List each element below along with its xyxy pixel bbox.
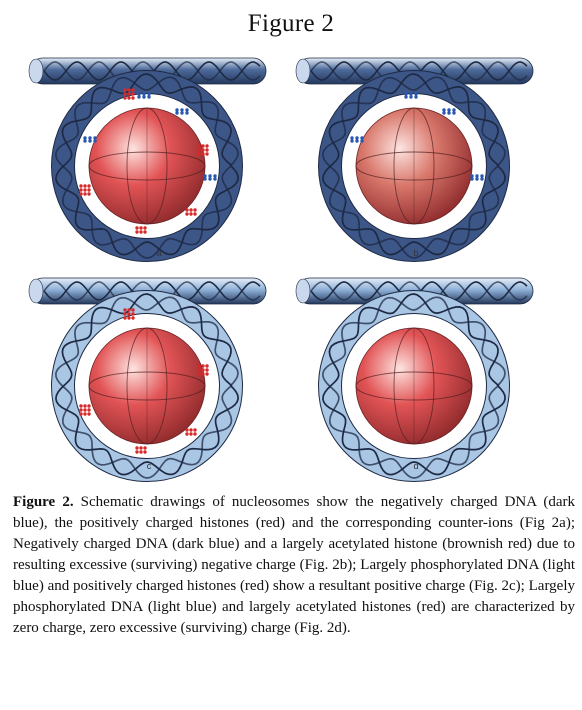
histone-positive-charge: [139, 446, 142, 449]
dna-negative-charge: [142, 95, 145, 98]
dna-negative-charge: [213, 174, 216, 177]
dna-negative-charge: [452, 111, 455, 114]
dna-negative-charge: [447, 108, 450, 111]
caption-lead: Figure 2.: [13, 494, 74, 510]
histone-positive-charge: [123, 96, 126, 99]
histone-positive-charge: [143, 446, 146, 449]
histone-positive-charge: [197, 152, 200, 155]
dna-negative-charge: [180, 111, 183, 114]
dna-negative-charge: [409, 95, 412, 98]
histone-positive-charge: [143, 450, 146, 453]
histone-positive-charge: [201, 148, 204, 151]
histone-positive-charge: [87, 188, 90, 191]
histone-positive-charge: [123, 316, 126, 319]
histone-positive-charge: [205, 372, 208, 375]
dna-negative-charge: [360, 139, 363, 142]
histone-positive-charge: [87, 192, 90, 195]
dna-negative-charge: [83, 136, 86, 139]
histone-positive-charge: [205, 148, 208, 151]
figure-caption: [13, 492, 575, 639]
nucleosome-panel-b: [289, 48, 559, 273]
histone-positive-charge: [201, 372, 204, 375]
histone-positive-charge: [135, 450, 138, 453]
histone-positive-charge: [189, 428, 192, 431]
histone-positive-charge: [83, 412, 86, 415]
histone-positive-charge: [79, 408, 82, 411]
histone-positive-charge: [197, 144, 200, 147]
histone-positive-charge: [205, 152, 208, 155]
panel-label-b: b: [413, 248, 419, 258]
histone-positive-charge: [143, 230, 146, 233]
dna-negative-charge: [470, 174, 473, 177]
dna-negative-charge: [414, 92, 417, 95]
dna-end-cap: [296, 59, 310, 83]
histone-positive-charge: [185, 212, 188, 215]
dna-end-cap: [29, 279, 43, 303]
histone-positive-charge: [131, 96, 134, 99]
histone-positive-charge: [127, 96, 130, 99]
histone-positive-charge: [87, 408, 90, 411]
histone-positive-charge: [197, 148, 200, 151]
histone-positive-charge: [189, 212, 192, 215]
histone-positive-charge: [197, 364, 200, 367]
histone-positive-charge: [83, 192, 86, 195]
dna-negative-charge: [480, 174, 483, 177]
dna-end-cap: [296, 279, 310, 303]
histone-positive-charge: [123, 308, 126, 311]
histone-positive-charge: [197, 368, 200, 371]
dna-negative-charge: [137, 92, 140, 95]
dna-negative-charge: [470, 177, 473, 180]
figure-title: Figure 2: [247, 10, 335, 37]
histone-positive-charge: [79, 184, 82, 187]
histone-positive-charge: [139, 230, 142, 233]
dna-negative-charge: [185, 111, 188, 114]
dna-negative-charge: [350, 136, 353, 139]
dna-negative-charge: [452, 108, 455, 111]
histone-positive-charge: [135, 446, 138, 449]
dna-negative-charge: [83, 139, 86, 142]
dna-negative-charge: [475, 177, 478, 180]
dna-negative-charge: [93, 136, 96, 139]
dna-negative-charge: [208, 174, 211, 177]
histone-positive-charge: [123, 312, 126, 315]
histone-positive-charge: [83, 188, 86, 191]
dna-negative-charge: [355, 139, 358, 142]
caption-text: Schematic drawings of nucleosomes show the negatively charged DNA (dark blue), the positively charged histones (red) and the corresponding counter-ions (Fig 2a); Negatively charged DNA (dark blue) and a largely acetylated histone (brownish red) due to resulting excessive (surviving) negative charge (Fig. 2b); Largely phosphorylated DNA (light blue) and positively charged histones (red) show a resultant positive charge (Fig. 2c); Largely phosphorylated DNA (light blue) and largely acetylated histones (red) are characterized by zero charge, zero excessive (surviving) charge (Fig. 2d).: [13, 494, 576, 636]
dna-negative-charge: [350, 139, 353, 142]
histone-positive-charge: [87, 184, 90, 187]
histone-positive-charge: [127, 308, 130, 311]
histone-positive-charge: [127, 312, 130, 315]
dna-negative-charge: [414, 95, 417, 98]
histone-positive-charge: [185, 432, 188, 435]
histone-positive-charge: [83, 404, 86, 407]
histone-positive-charge: [205, 364, 208, 367]
histone-positive-charge: [79, 412, 82, 415]
nucleosome-diagram-c: [22, 268, 292, 493]
histone-positive-charge: [201, 144, 204, 147]
nucleosome-panel-c: [22, 268, 292, 493]
dna-negative-charge: [355, 136, 358, 139]
nucleosome-panel-a: [22, 48, 292, 273]
dna-negative-charge: [203, 177, 206, 180]
histone-positive-charge: [127, 92, 130, 95]
dna-negative-charge: [208, 177, 211, 180]
histone-positive-charge: [201, 368, 204, 371]
histone-positive-charge: [131, 312, 134, 315]
panel-label-c: c: [146, 461, 152, 471]
dna-negative-charge: [93, 139, 96, 142]
dna-negative-charge: [475, 174, 478, 177]
histone-positive-charge: [87, 412, 90, 415]
histone-positive-charge: [193, 208, 196, 211]
histone-positive-charge: [123, 92, 126, 95]
histone-positive-charge: [131, 308, 134, 311]
nucleosome-diagram-b: [289, 48, 559, 273]
histone-positive-charge: [201, 152, 204, 155]
histone-positive-charge: [205, 144, 208, 147]
panel-label-d: d: [413, 461, 419, 471]
histone-positive-charge: [87, 404, 90, 407]
dna-negative-charge: [203, 174, 206, 177]
histone-positive-charge: [193, 212, 196, 215]
nucleosome-diagram-a: [22, 48, 292, 273]
dna-negative-charge: [142, 92, 145, 95]
histone-positive-charge: [131, 92, 134, 95]
dna-negative-charge: [180, 108, 183, 111]
dna-negative-charge: [213, 177, 216, 180]
dna-negative-charge: [175, 108, 178, 111]
nucleosome-diagram-d: [289, 268, 559, 493]
dna-negative-charge: [88, 136, 91, 139]
dna-negative-charge: [480, 177, 483, 180]
histone-positive-charge: [205, 368, 208, 371]
histone-positive-charge: [193, 428, 196, 431]
dna-negative-charge: [409, 92, 412, 95]
histone-positive-charge: [131, 88, 134, 91]
dna-end-cap: [29, 59, 43, 83]
panel-label-a: a: [156, 248, 162, 258]
histone-positive-charge: [123, 88, 126, 91]
dna-negative-charge: [175, 111, 178, 114]
nucleosome-panel-d: [289, 268, 559, 493]
dna-negative-charge: [147, 92, 150, 95]
dna-negative-charge: [442, 111, 445, 114]
histone-positive-charge: [127, 316, 130, 319]
histone-positive-charge: [135, 230, 138, 233]
dna-negative-charge: [442, 108, 445, 111]
histone-positive-charge: [189, 432, 192, 435]
dna-negative-charge: [185, 108, 188, 111]
dna-negative-charge: [404, 92, 407, 95]
histone-positive-charge: [79, 192, 82, 195]
histone-positive-charge: [131, 316, 134, 319]
dna-negative-charge: [360, 136, 363, 139]
histone-positive-charge: [139, 226, 142, 229]
histone-positive-charge: [127, 88, 130, 91]
histone-positive-charge: [79, 188, 82, 191]
histone-positive-charge: [197, 372, 200, 375]
dna-negative-charge: [88, 139, 91, 142]
dna-negative-charge: [147, 95, 150, 98]
histone-positive-charge: [189, 208, 192, 211]
histone-positive-charge: [135, 226, 138, 229]
histone-positive-charge: [79, 404, 82, 407]
histone-positive-charge: [185, 208, 188, 211]
dna-negative-charge: [137, 95, 140, 98]
histone-positive-charge: [185, 428, 188, 431]
histone-positive-charge: [83, 408, 86, 411]
histone-positive-charge: [201, 364, 204, 367]
histone-positive-charge: [143, 226, 146, 229]
dna-negative-charge: [447, 111, 450, 114]
histone-positive-charge: [83, 184, 86, 187]
dna-negative-charge: [404, 95, 407, 98]
histone-positive-charge: [193, 432, 196, 435]
histone-positive-charge: [139, 450, 142, 453]
